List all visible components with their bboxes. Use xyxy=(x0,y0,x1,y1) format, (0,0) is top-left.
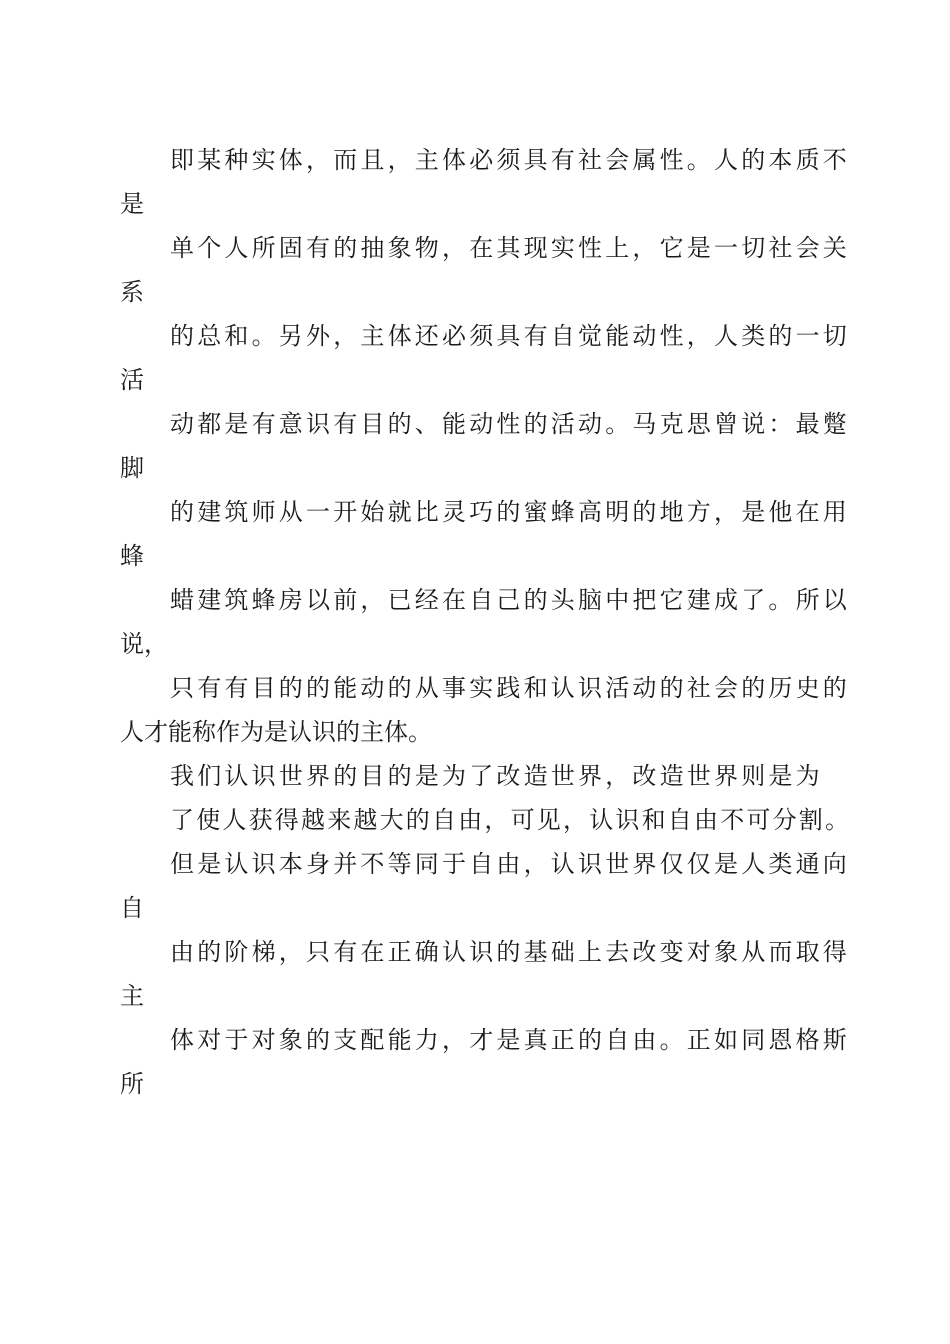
text-line: 体对于对象的支配能力，才是真正的自由。正如同恩格斯 xyxy=(170,1026,850,1054)
text-line: 了使人获得越来越大的自由，可见，认识和自由不可分割。 xyxy=(170,806,852,834)
paragraph-first-line: 我们认识世界的目的是为了改造世界，改造世界则是为 xyxy=(170,762,823,790)
text-line-continuation: 自 xyxy=(120,894,144,922)
text-line: 动都是有意识有目的、能动性的活动。马克思曾说：最蹩 xyxy=(170,410,850,438)
text-line: 的建筑师从一开始就比灵巧的蜜蜂高明的地方，是他在用 xyxy=(170,498,850,526)
text-line-continuation: 脚 xyxy=(120,454,144,482)
text-line: 只有有目的的能动的从事实践和认识活动的社会的历史的 xyxy=(170,674,850,702)
text-line-continuation: 主 xyxy=(120,982,144,1010)
document-body xyxy=(120,138,852,1106)
text-line: 的总和。另外，主体还必须具有自觉能动性，人类的一切 xyxy=(170,322,850,350)
text-line: 即某种实体，而且，主体必须具有社会属性。人的本质不 xyxy=(170,146,850,174)
text-line: 蜡建筑蜂房以前，已经在自己的头脑中把它建成了。所以 xyxy=(170,586,850,614)
text-line: 由的阶梯，只有在正确认识的基础上去改变对象从而取得 xyxy=(170,938,850,966)
text-line: 但是认识本身并不等同于自由，认识世界仅仅是人类通向 xyxy=(170,850,850,878)
text-line-continuation: 蜂 xyxy=(120,542,144,570)
text-line-continuation: 所 xyxy=(120,1070,144,1098)
text-line-continuation: 系 xyxy=(120,278,144,306)
text-line-continuation: 是 xyxy=(120,190,144,218)
text-line: 单个人所固有的抽象物，在其现实性上，它是一切社会关 xyxy=(170,234,850,262)
text-line-continuation: 人才能称作为是认识的主体。 xyxy=(120,718,432,746)
text-line-continuation: 说， xyxy=(120,630,168,658)
text-line-continuation: 活 xyxy=(120,366,144,394)
